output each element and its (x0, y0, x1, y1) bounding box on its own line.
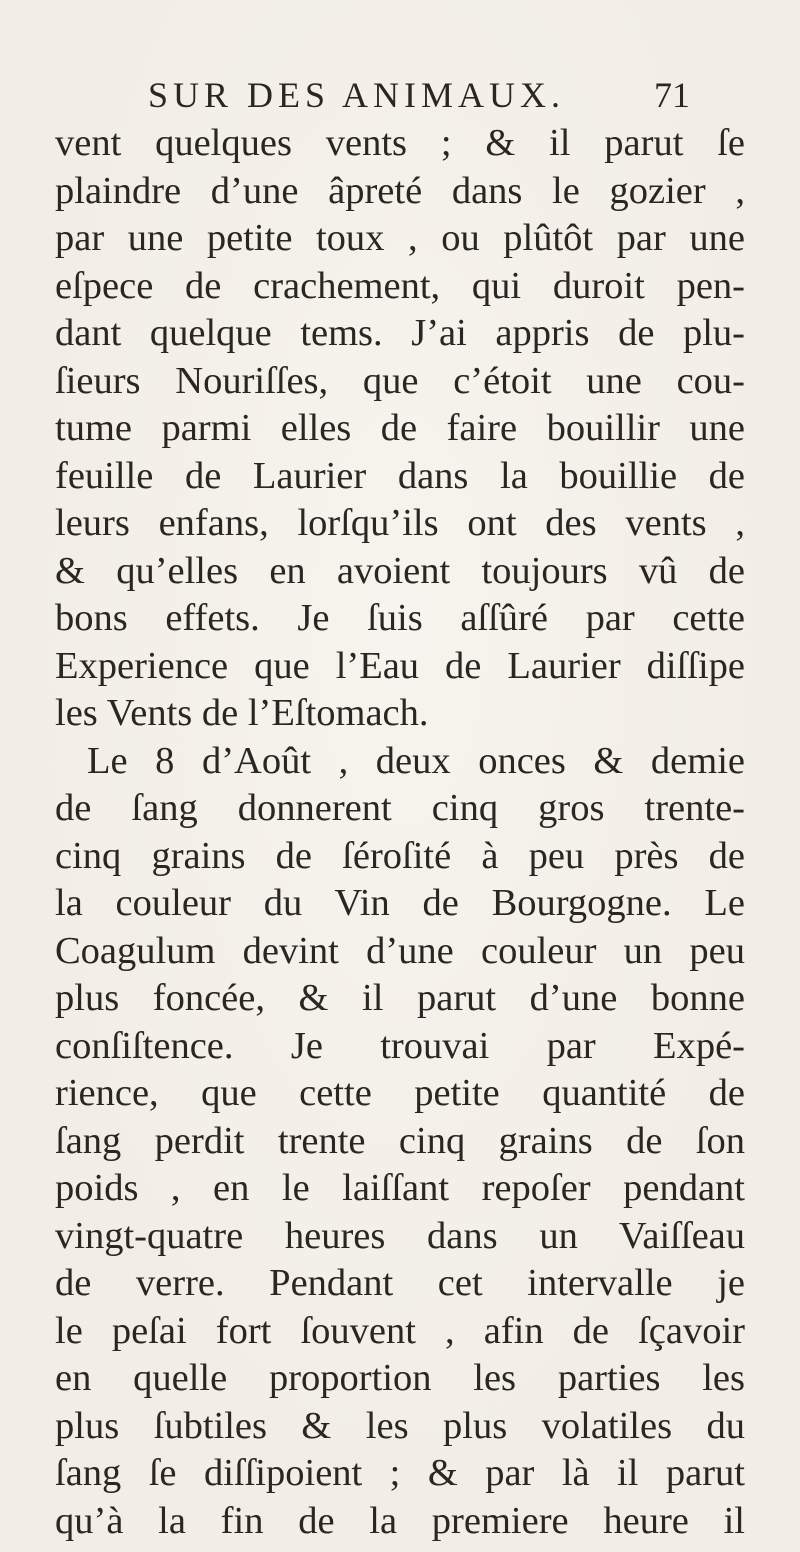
body-text (55, 120, 745, 1545)
text-line: eſpece de crachement, qui duroit pen- (55, 264, 745, 307)
text-line: bons effets. Je ſuis aſſûré par cette (55, 597, 745, 639)
text-line: plaindre d’une âpreté dans le gozier , (55, 169, 745, 212)
text-line: de ſang donnerent cinq gros trente- (55, 787, 745, 829)
page-number: 71 (654, 75, 690, 115)
text-line: de verre. Pendant cet intervalle je (55, 1262, 745, 1304)
page-header (130, 72, 690, 116)
text-line: rience, que cette petite quantité de (55, 1072, 745, 1114)
text-line: feuille de Laurier dans la bouillie de (55, 454, 745, 497)
text-line: par une petite toux , ou plûtôt par une (55, 217, 745, 259)
text-line: cinq grains de ſéroſité à peu près de (55, 834, 745, 877)
text-line: ſang perdit trente cinq grains de ſon (55, 1119, 745, 1162)
text-line: qu’à la fin de la premiere heure il (55, 1499, 745, 1542)
text-line: plus foncée, & il parut d’une bonne (55, 977, 745, 1019)
text-line: Experience que l’Eau de Laurier diſſipe (55, 644, 745, 687)
text-line: vent quelques vents ; & il parut ſe (55, 122, 745, 164)
text-line: les Vents de l’Eſtomach. (55, 692, 429, 734)
text-line: ſieurs Nouriſſes, que c’étoit une cou- (55, 359, 745, 402)
text-line: tume parmi elles de faire bouillir une (55, 407, 745, 449)
text-line: & qu’elles en avoient toujours vû de (55, 549, 745, 592)
text-line: leurs enfans, lorſqu’ils ont des vents , (55, 502, 745, 544)
running-head: SUR DES ANIMAUX. (148, 75, 566, 115)
text-line: vingt-quatre heures dans un Vaiſſeau (55, 1214, 745, 1257)
text-line: poids , en le laiſſant repoſer pendant (55, 1167, 745, 1209)
text-line: Coagulum devint d’une couleur un peu (55, 929, 745, 972)
text-line: en quelle proportion les parties les (55, 1357, 745, 1399)
text-line: ſang ſe diſſipoient ; & par là il parut (55, 1452, 745, 1494)
text-line: plus ſubtiles & les plus volatiles du (55, 1404, 745, 1447)
text-line: dant quelque tems. J’ai appris de plu- (55, 312, 745, 354)
text-line: le peſai fort ſouvent , afin de ſçavoir (55, 1309, 745, 1352)
text-line: Le 8 d’Août , deux onces & demie (87, 739, 745, 782)
text-line: la couleur du Vin de Bourgogne. Le (55, 882, 745, 924)
text-line: conſiſtence. Je trouvai par Expé- (55, 1024, 745, 1067)
